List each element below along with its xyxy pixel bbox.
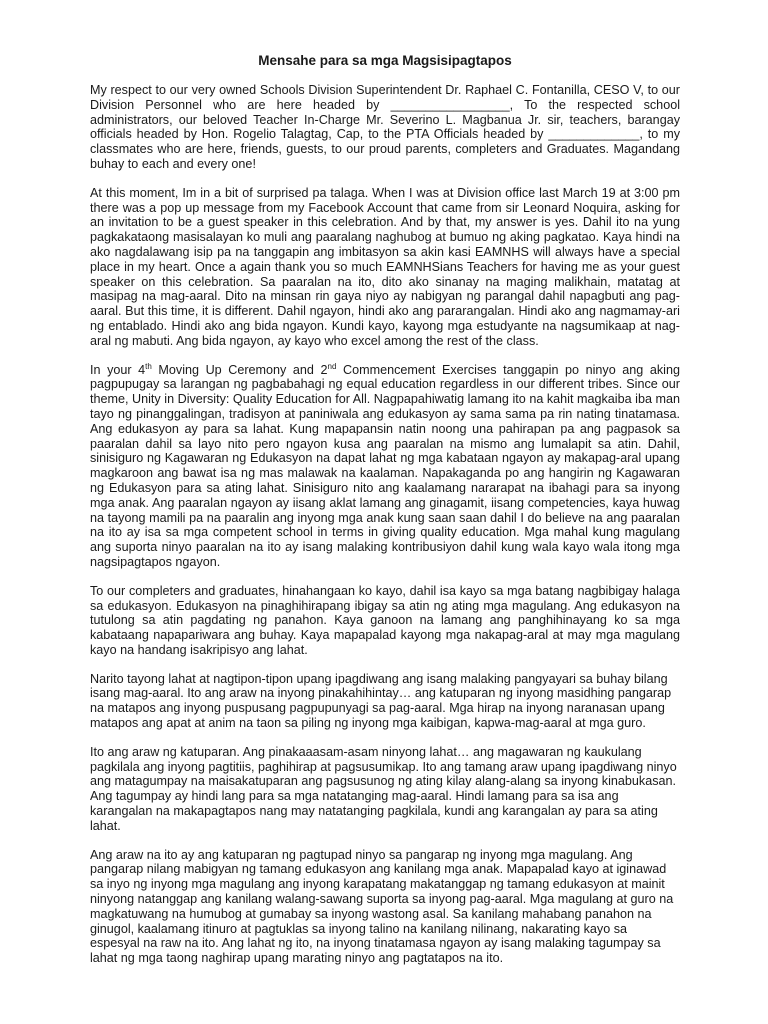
paragraph-to-graduates: To our completers and graduates, hinahangaan ko kayo, dahil isa kayo sa mga batang nagbibigay halaga sa edukasyon. Edukasyon na pinaghihirapang ibigay sa atin ng ating mga magulang. Ang edukasyon na tutulong sa atin pagdating ng panahon. Kaya ganoon na lamang ang panghihinayang ko sa mga kabataang napapariwara ang buhay. Kaya mapapalad kayong mga nakapag-aral at may mga magulang kayo na handang isakripisyo ang lahat. (90, 583, 680, 657)
superscript-nd: nd (327, 361, 337, 371)
paragraph-gathering: Narito tayong lahat at nagtipon-tipon upang ipagdiwang ang isang malaking pangyayari sa buhay bilang isang mag-aaral. Ito ang araw na inyong pinakahihintay… ang katuparan ng inyong masidhing pangarap na matapos ang inyong puspusang pagpupunyagi sa pag-aaral. Mga hirap na inyong naranasan upang matapos ang apat at anim na taon sa piling ng inyong mga kaibigan, kapwa-mag-aaral at mga guro. (90, 671, 672, 731)
paragraph-theme (90, 363, 680, 570)
paragraph-parents: Ang araw na ito ay ang katuparan ng pagtupad ninyo sa pangarap ng inyong mga magulang. Ang pangarap nilang mabigyan ng tamang edukasyon ang kanilang mga anak. Mapapalad kayo at iginawad sa inyo ng inyong mga magulang ang inyong karapatang makatanggap ng tamang edukasyon at mainit ninyong natanggap ang kanilang walang-sawang suporta sa inyong pag-aaral. Mga magulang at guro na magkatuwang na humubog at gumabay sa inyong wastong asal. Sa kanilang mahabang panahon na ginugol, kaalamang itinuro at pagtuklas sa inyong talino na kanilang nilinang, nakarating kayo sa espesyal na raw na ito. Ang lahat ng ito, na inyong tinatamasa ngayon ay isang malaking tagumpay sa lahat ng mga taong naghirap upang marating ninyo ang pagtatapos na ito. (90, 847, 674, 966)
superscript-th: th (145, 361, 152, 371)
paragraph-theme-part-b: Moving Up Ceremony and 2 (151, 362, 328, 377)
document-title: Mensahe para sa mga Magsisipagtapos (258, 53, 512, 68)
paragraph-fulfillment: Ito ang araw ng katuparan. Ang pinakaaasam-asam ninyong lahat… ang magawaran ng kaukulang pagkilala ang inyong pagtitiis, paghihirap at pagsusumikap. Ito ang tamang araw upang ipagdiwang ninyo ang matagumpay na maisakatuparan ang pagsusunog ng ating kilay alang-alang sa inyong kinabukasan. Ang tagumpay ay hindi lang para sa mga natatanging mag-aaral. Hindi lamang para sa isa ang karangalan na makapagtapos nang may natatanging pagkilala, kundi ang karangalan ay para sa ating lahat. (90, 744, 677, 833)
paragraph-theme-part-a: In your 4 (90, 362, 146, 377)
paragraph-theme-part-c: Commencement Exercises tanggapin po ninyo ang aking pagpupugay sa larangan ng pagbabahagi ng equal education regardless in our different tribes. Since our theme, Unity in Diversity: Quality Education for All. Nagpapahiwatig lamang ito na kahit magkaiba iba man tayo ng pinanggalingan, tradisyon at paniniwala ang edukasyon ay sama sama pa rin nating tinatamasa. Ang edukasyon ay para sa lahat. Kung mapapansin natin noong una pahirapan pa ang pagpasok sa paaralan dahil sa layo nito pero ngayon kusa ang paaralan na mismo ang lumalapit sa atin. Dahil, sinisiguro ng Kagawaran ng Edukasyon na dapat lahat ng mga kabataan ngayon ay makapag-aral upang magkaroon ang bawat isa ng mas malawak na kaalaman. Napakaganda po ang hangirin ng Kagawaran ng Edukasyon para sa ating lahat. Sinisiguro nito ang kaalamang nararapat na ibahagi para sa inyong mga anak. Ang paaralan ngayon ay iisang aklat lamang ang ginagamit, iisang competencies, kaya huwag na tayong mamili pa na paaralin ang inyong mga anak kung saan saan dahil I do believe na ang paaralan na ito ay isa sa mga competent school in terms in giving quality education. Mga mahal kung magulang ang suporta ninyo paaralan na ito ay isang malaking kontribusiyon dahil kung wala kayo wala itong mga nagsipagtapos ngayon. (90, 362, 680, 569)
paragraph-invitation: At this moment, Im in a bit of surprised pa talaga. When I was at Division office last March 19 at 3:00 pm there was a pop up message from my Facebook Account that came from sir Leonard Noquira, asking for an invitation to be a guest speaker in this celebration. And by that, my answer is yes. Dahil ito na yung pagkakataong masisalayan ko muli ang paaralang naghubog at bumuo ng aking pagkatao. Kaya hindi na ako nagdalawang isip pa na tanggapin ang imbitasyon sa akin kasi EAMNHS will always have a special place in my heart. Once a again thank you so much EAMNHSians Teachers for having me as your guest speaker on this celebration. Sa paaralan na ito, dito ako sinanay na maging malikhain, matatag at masipag na mag-aaral. Dito na minsan rin gaya niyo ay nabigyan ng parangal dahil napagbuti ang pag-aaral. But this time, it is different. Dahil ngayon, hindi ako ang pararangalan. Hindi ako ang nagmamay-ari ng entablado. Hindi ako ang bida ngayon. Kundi kayo, kayong mga estudyante na nagsumikaap at nag-aral ng mabuti. Ang bida ngayon, ay kayo who excel among the rest of the class. (90, 185, 680, 348)
paragraph-acknowledgements: My respect to our very owned Schools Division Superintendent Dr. Raphael C. Fontanilla, CESO V, to our Division Personnel who are here headed by _________________, To the respected school administrators, our beloved Teacher In-Charge Mr. Severino L. Magbanua Jr. sir, teachers, barangay officials headed by Hon. Rogelio Talagtag, Cap, to the PTA Officials headed by _____________, to my classmates who are here, friends, guests, to our proud parents, completers and Graduates. Magandang buhay to each and every one! (90, 83, 680, 171)
